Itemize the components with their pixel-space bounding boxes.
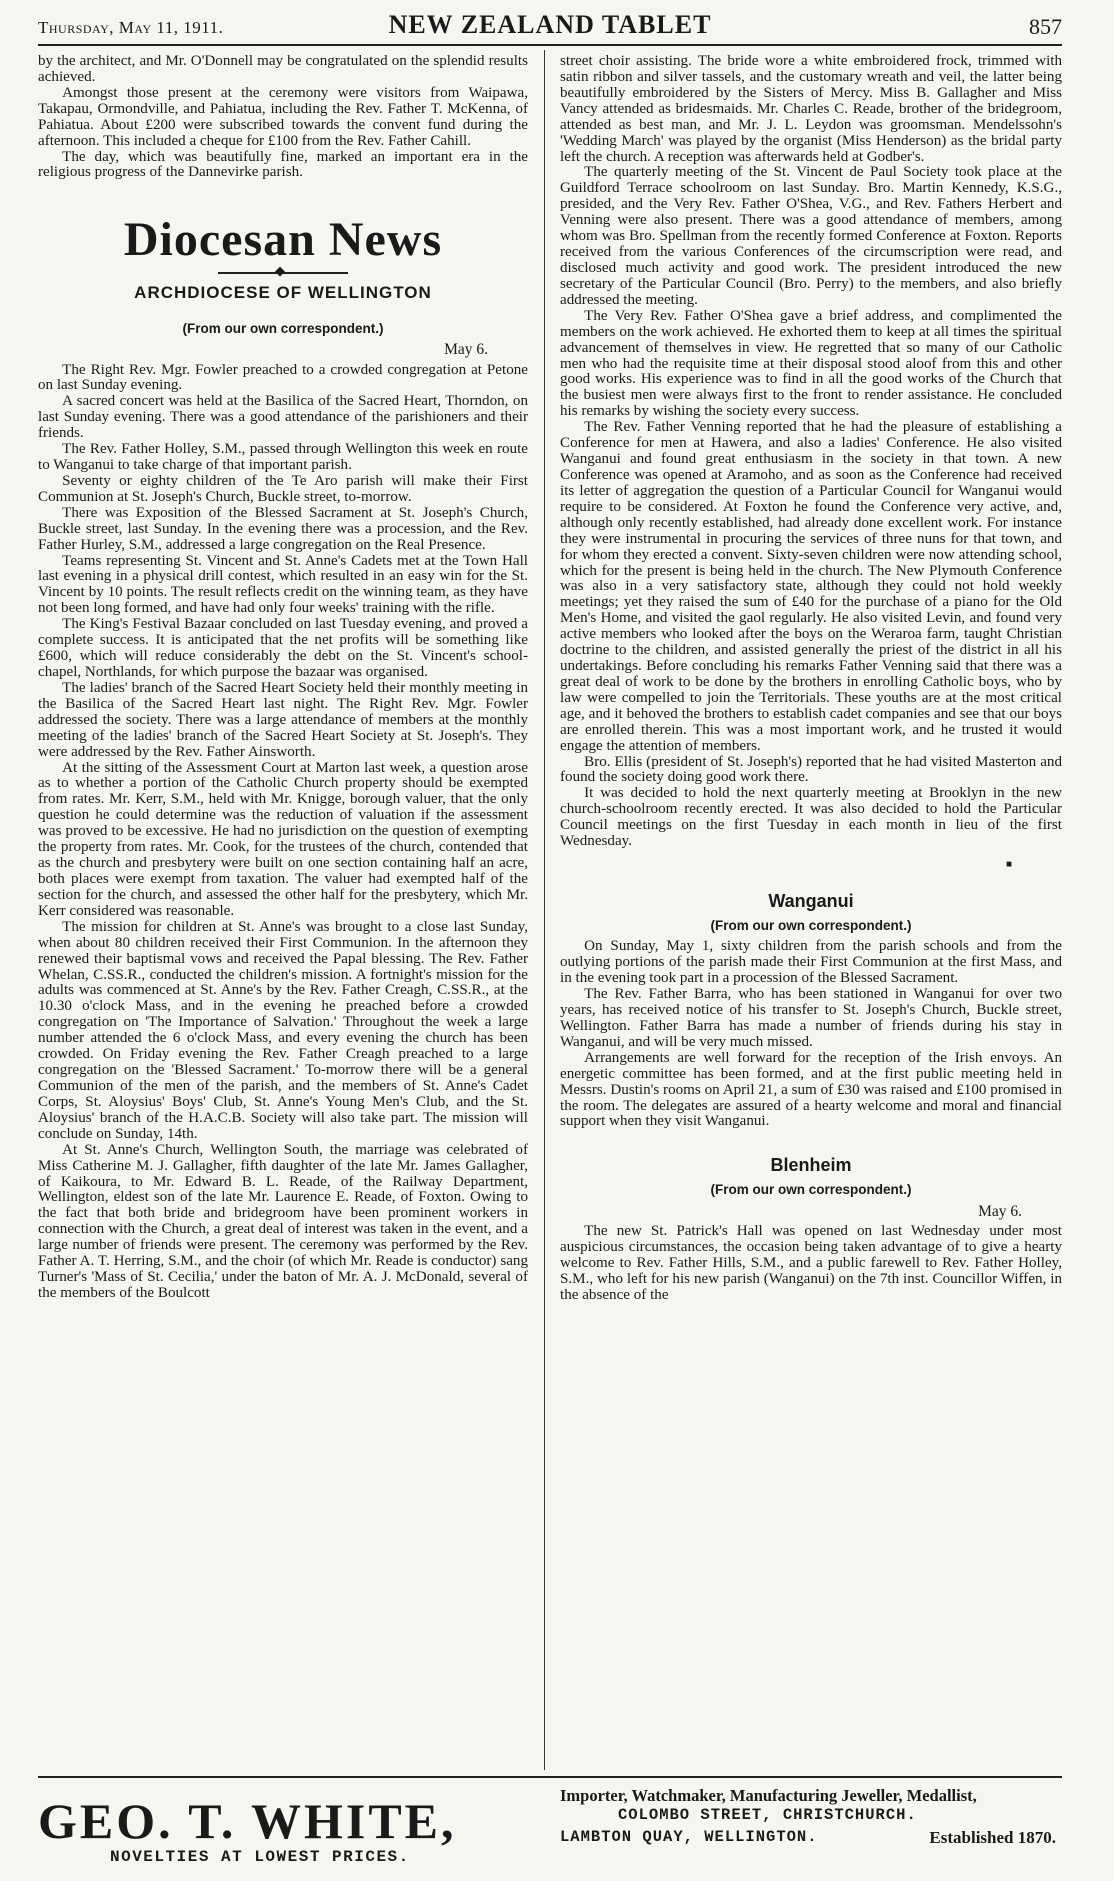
intro-paragraph: by the architect, and Mr. O'Donnell may be congratulated on the splendid results achieved. [38, 54, 528, 85]
issue-date: Thursday, May 11, 1911. [38, 18, 224, 37]
correspondent-line: (From our own correspondent.) [182, 320, 384, 336]
article-paragraph: The Rev. Father Barra, who has been stationed in Wanganui for over two years, has received notice of his transfer to St. Joseph's Church, Buckle street, Wellington. Father Barra has made a number of friends during his stay in Wanganui, and will be very much missed. [560, 986, 1062, 1050]
advertiser-address-christchurch: COLOMBO STREET, CHRISTCHURCH. [618, 1806, 917, 1824]
section-subheading: ARCHDIOCESE OF WELLINGTON [134, 283, 432, 302]
page-number: 857 [1029, 14, 1062, 39]
article-paragraph: It was decided to hold the next quarterly meeting at Brooklyn in the new church-schoolroom recently erected. It was also decided to hold the Particular Council meetings on the first Tuesday in each month in lieu of the first Wednesday. [560, 785, 1062, 850]
left-column [38, 54, 528, 1764]
correspondent-line: (From our own correspondent.) [710, 918, 912, 934]
article-paragraph: Seventy or eighty children of the Te Aro parish will make their First Communion at St. Joseph's Church, Buckle street, to-morrow. [38, 472, 528, 505]
article-paragraph: The quarterly meeting of the St. Vincent de Paul Society took place at the Guildford Terrace schoolroom on last Sunday. Bro. Martin Kennedy, K.S.G., presided, and the Very Rev. Father O'Shea, V.G., and Rev. Fathers Herbert and Venning were also present. There was a good attendance of members, among whom was Bro. Spellman from the recently formed Conference at Foxton. Reports received from the various Conferences of the circumscription were read, and disclosed much activity and good work. The president introduced the new secretary of the Particular Council (Bro. Perry) to the members, and also briefly addressed the meeting. [560, 164, 1062, 308]
article-paragraph: The ladies' branch of the Sacred Heart Society held their monthly meeting in the Basilica of the Sacred Heart last night. The Right Rev. Mgr. Fowler addressed the society. There was a large attendance of members at the monthly meeting of the ladies' branch of the Sacred Heart Society at St. Joseph's. They were addressed by the Rev. Father Ainsworth. [38, 679, 528, 760]
advertisement [38, 1776, 1062, 1870]
article-paragraph: The new St. Patrick's Hall was opened on last Wednesday under most auspicious circumstances, the occasion being taken advantage of to give a hearty welcome to Rev. Father Hills, S.M., and a public farewell to Rev. Father Holley, S.M., who left for his new parish (Wanganui) on the 7th inst. Councillor Wiffen, in the absence of the [560, 1222, 1062, 1303]
newspaper-title: NEW ZEALAND TABLET [388, 10, 712, 39]
masthead [38, 8, 1062, 46]
article-paragraph: The King's Festival Bazaar concluded on last Tuesday evening, and proved a complete success. It is anticipated that the net profits will be something like £600, which will reduce considerably the debt on the St. Vincent's school-chapel, Northlands, for which purpose the bazaar was organised. [38, 616, 528, 681]
section-spacer [560, 1130, 1062, 1152]
article-paragraph: At the sitting of the Assessment Court at Marton last week, a question arose as to whether a portion of the Catholic Church property should be exempted from rates. Mr. Kerr, S.M., held with Mr. Knigge, borough valuer, that the only question he could determine was the reduction of valuation if the assessment was proved to be excessive. He had no jurisdiction on the question of exempting the property from rates. Mr. Cook, for the trustees of the church, contended that as the church and presbytery were built on one section containing half an acre, both places were exempt from taxation. The valuer had exempted half of the section for the church, and assessed the other half for the presbytery, which Mr. Kerr considered was reasonable. [38, 759, 528, 919]
article-paragraph: Teams representing St. Vincent and St. Anne's Cadets met at the Town Hall last evening in a physical drill contest, which resulted in an easy win for the St. Vincent by 10 points. The result reflects credit on the winning team, as they have not been long formed, and have had only four weeks' training with the rifle. [38, 552, 528, 617]
article-paragraph: At St. Anne's Church, Wellington South, the marriage was celebrated of Miss Catherine M. J. Gallagher, fifth daughter of the late Mr. James Gallagher, of Kaikoura, to Mr. Edward B. L. Reade, of the Railway Department, Wellington, eldest son of the late Mr. Laurence E. Reade, of Foxton. Owing to the fact that both bride and bridegroom have been prominent workers in connection with the Church, a great deal of interest was taken in the event, and a large number of friends were present. The ceremony was performed by the Rev. Father A. T. Herring, S.M., and the choir (of which Mr. Reade is conductor) sang Turner's 'Mass of St. Cecilia,' under the baton of Mr. A. J. McDonald, several of the members of the Boulcott [38, 1141, 528, 1301]
article-paragraph: The mission for children at St. Anne's was brought to a close last Sunday, when about 80 children received their First Communion. In the afternoon they renewed their baptismal vows and received the Papal blessing. The Rev. Father Whelan, C.SS.R., conducted the children's mission. A fortnight's mission for the adults was commenced at St. Anne's by the Rev. Father Creagh, C.SS.R., at the 10.30 o'clock Mass, and in the evening he preached before a crowded congregation on 'The Importance of Salvation.' Throughout the week a large number attended the 6 o'clock Mass, and every evening the church has been crowded. On Friday evening the Rev. Father Creagh preached to a large congregation on the 'Blessed Sacrament.' To-morrow there will be a general Communion of the men of the parish, and the members of St. Anne's Cadet Corps, St. Aloysius' Boys' Club, St. Anne's Young Men's Club, and the St. Aloysius' branch of the H.A.C.B. Society will also take part. The mission will conclude on Sunday, 14th. [38, 918, 528, 1142]
correspondent-line: (From our own correspondent.) [710, 1182, 912, 1198]
ornament-dot: ■ [1005, 859, 1012, 871]
article-paragraph: The Very Rev. Father O'Shea gave a brief address, and complimented the members on the work achieved. He exhorted them to keep at all times the spiritual advancement of themselves in view. He regretted that so many of our Catholic men who had the requisite time at their disposal stood aloof from this and other good works. His experience was to find in all the good works of the Church that the busiest men were always first to the front to render assistance. He concluded his remarks by wishing the society every success. [560, 307, 1062, 420]
advertiser-details [560, 1786, 1062, 1846]
wanganui-heading: Wanganui [768, 891, 854, 912]
dateline: May 6. [978, 1202, 1022, 1220]
article-paragraph: A sacred concert was held at the Basilica of the Sacred Heart, Thorndon, on last Sunday evening. There was a good attendance of the parishioners and their friends. [38, 393, 528, 442]
wellington-address-text: LAMBTON QUAY, WELLINGTON. [560, 1828, 818, 1846]
advertiser-address-wellington [560, 1828, 1062, 1846]
article-paragraph: The Rev. Father Holley, S.M., passed through Wellington this week en route to Wanganui to take charge of that important parish. [38, 441, 528, 474]
advertiser-name: GEO. T. WHITE, [38, 1793, 457, 1849]
advertiser-trades: Importer, Watchmaker, Manufacturing Jeweller, Medallist, [560, 1786, 977, 1805]
blenheim-heading: Blenheim [770, 1155, 852, 1176]
article-paragraph: The Rev. Father Venning reported that he had the pleasure of establishing a Conference for men at Hawera, and also a ladies' Conference. He also visited Wanganui and found great enthusiasm in the society in that town. A new Conference was opened at Aramoho, and as soon as the Conference had received its letter of aggregation the question of a Particular Council for Wanganui would require to be considered. At Foxton he found the Conference very active, and, although only recently established, had already done excellent work. For instance they were instrumental in procuring the services of three nuns for that town, and for whom they erected a convent. Sixty-seven children were now attending school, which for the present is being held in the church. The New Plymouth Conference was also in a very satisfactory state, although they could not hold weekly meetings; yet they raised the sum of £40 for the purchase of a piano for the Old Men's Home, and visited the gaol regularly. He also visited Levin, and found very active members who looked after the boys on the Weraroa farm, taught Christian doctrine to the children, and assisted generally the priest of the district in all his undertakings. Before concluding his remarks Father Venning said that there was a great deal of work to be done by the brothers in enrolling Catholic boys, who by law were compelled to join the Territorials. These youths are at the most critical age, and it behoved the brothers to establish cadet companies and see that our boys are enrolled therein. This was a most important work, and he trusted it would engage the attention of members. [560, 419, 1062, 754]
column-divider [544, 50, 545, 1770]
right-column [560, 54, 1062, 1764]
intro-paragraph: The day, which was beautifully fine, marked an important era in the religious progress of the Dannevirke parish. [38, 148, 528, 181]
article-paragraph: street choir assisting. The bride wore a white embroidered frock, trimmed with satin ribbon and silver tassels, and the customary wreath and veil, the latter being beautifully embroidered by the Sisters of Mercy. Miss B. Gallagher and Miss Vancy attended as bridesmaids. Mr. Charles C. Reade, brother of the bridegroom, attended as best man, and Mr. J. L. Leydon was groomsman. Mendelssohn's 'Wedding March' was played by the organist (Miss Henderson) as the bridal party left the church. A reception was afterwards held at Godber's. [560, 54, 1062, 165]
ornamental-rule [218, 272, 348, 274]
advertiser-tagline: NOVELTIES AT LOWEST PRICES. [110, 1848, 410, 1866]
article-paragraph: There was Exposition of the Blessed Sacrament at St. Joseph's Church, Buckle street, last Sunday. In the evening there was a procession, and the Rev. Father Hurley, S.M., addressed a large congregation on the Real Presence. [38, 504, 528, 553]
article-paragraph: Arrangements are well forward for the reception of the Irish envoys. An energetic committee has been formed, and at the first public meeting held in Messrs. Dustin's rooms on April 21, a sum of £30 was raised and £100 promised in the room. The delegates are assured of a hearty welcome and moral and financial support when they visit Wanganui. [560, 1049, 1062, 1130]
article-paragraph: On Sunday, May 1, sixty children from the parish schools and from the outlying portions of the parish made their First Communion at the first Mass, and in the evening took part in a procession of the Blessed Sacrament. [560, 938, 1062, 987]
section-spacer [560, 850, 1062, 888]
article-paragraph: Bro. Ellis (president of St. Joseph's) reported that he had visited Masterton and found the society doing good work there. [560, 753, 1062, 786]
established-year: Established 1870. [929, 1828, 1056, 1847]
section-heading: Diocesan News [123, 213, 443, 267]
dateline: May 6. [444, 341, 488, 359]
intro-paragraph: Amongst those present at the ceremony were visitors from Waipawa, Takapau, Ormondville, and Pahiatua, including the Rev. Father T. McKenna, of Pahiatua. About £200 were subscribed towards the convent fund during the afternoon. This included a cheque for £100 from the Rev. Father Cahill. [38, 84, 528, 149]
article-paragraph: The Right Rev. Mgr. Fowler preached to a crowded congregation at Petone on last Sunday evening. [38, 361, 528, 394]
